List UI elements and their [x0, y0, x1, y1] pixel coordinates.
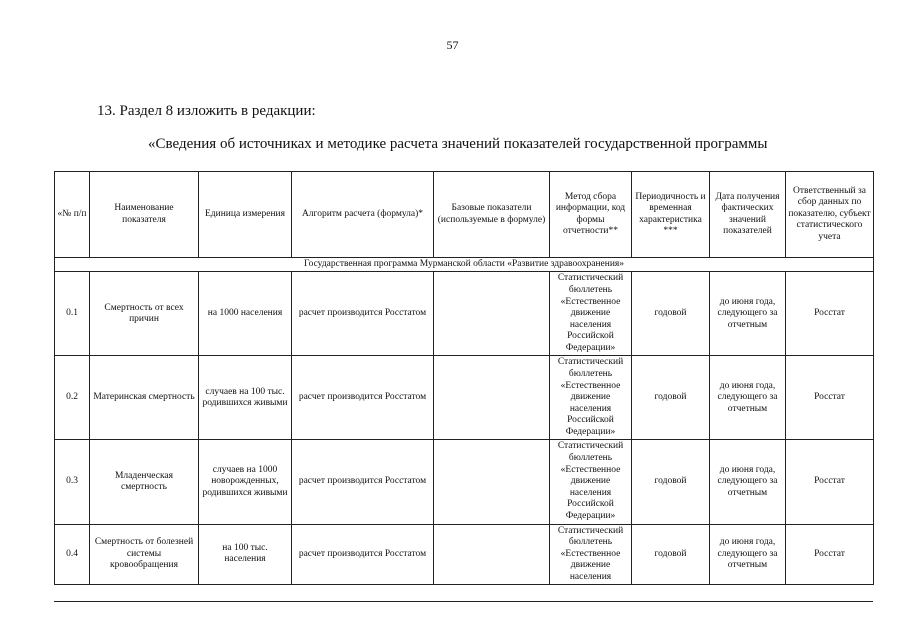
header-cell-num: «№ п/п: [55, 172, 90, 258]
cell-date: до июня года, следующего за отчетным: [710, 524, 786, 585]
cell-base: [434, 272, 550, 356]
program-title: Государственная программа Мурманской области «Развитие здравоохранения»: [55, 258, 874, 272]
cell-period: годовой: [632, 272, 710, 356]
cell-algorithm: расчет производится Росстатом: [292, 440, 434, 524]
section-heading: 13. Раздел 8 изложить в редакции:: [97, 103, 316, 119]
cell-date: до июня года, следующего за отчетным: [710, 356, 786, 440]
header-cell-date: Дата получения фактических значений показателей: [710, 172, 786, 258]
cell-unit: на 100 тыс. населения: [199, 524, 292, 585]
header-cell-name: Наименование показателя: [90, 172, 199, 258]
table-row: [55, 524, 874, 585]
cell-responsible: Росстат: [786, 524, 874, 585]
cell-method: Статистический бюллетень «Естественное движение населения Российской Федерации»: [550, 440, 632, 524]
cell-algorithm: расчет производится Росстатом: [292, 524, 434, 585]
cell-responsible: Росстат: [786, 272, 874, 356]
cell-unit: случаев на 100 тыс. родившихся живыми: [199, 356, 292, 440]
header-cell-base: Базовые показатели (используемые в формуле): [434, 172, 550, 258]
table-caption: «Сведения об источниках и методике расчета значений показателей государственной программы: [148, 136, 768, 152]
cell-method: Статистический бюллетень «Естественное движение населения: [550, 524, 632, 585]
table-row: [55, 440, 874, 524]
cell-base: [434, 524, 550, 585]
cell-num: 0.2: [55, 356, 90, 440]
header-cell-method: Метод сбора информации, код формы отчетности**: [550, 172, 632, 258]
header-row: [55, 172, 874, 258]
cell-method: Статистический бюллетень «Естественное движение населения Российской Федерации»: [550, 272, 632, 356]
indicators-table: [54, 171, 874, 585]
cell-name: Материнская смертность: [90, 356, 199, 440]
cell-period: годовой: [632, 524, 710, 585]
cell-num: 0.3: [55, 440, 90, 524]
cell-algorithm: расчет производится Росстатом: [292, 356, 434, 440]
header-cell-responsible: Ответственный за сбор данных по показателю, субъект статистического учета: [786, 172, 874, 258]
cell-period: годовой: [632, 356, 710, 440]
header-cell-period: Периодичность и временная характеристика ***: [632, 172, 710, 258]
cell-algorithm: расчет производится Росстатом: [292, 272, 434, 356]
page-number: 57: [446, 38, 459, 52]
cell-name: Смертность от всех причин: [90, 272, 199, 356]
cell-unit: случаев на 1000 новорожденных, родившихся живыми: [199, 440, 292, 524]
cell-period: годовой: [632, 440, 710, 524]
page-bottom-rule: [54, 601, 873, 602]
cell-name: Младенческая смертность: [90, 440, 199, 524]
header-cell-unit: Единица измерения: [199, 172, 292, 258]
header-cell-algorithm: Алгоритм расчета (формула)*: [292, 172, 434, 258]
cell-unit: на 1000 населения: [199, 272, 292, 356]
cell-date: до июня года, следующего за отчетным: [710, 272, 786, 356]
program-row: [55, 258, 874, 272]
cell-base: [434, 440, 550, 524]
table-row: [55, 356, 874, 440]
cell-base: [434, 356, 550, 440]
cell-name: Смертность от болезней системы кровообращения: [90, 524, 199, 585]
cell-method: Статистический бюллетень «Естественное движение населения Российской Федерации»: [550, 356, 632, 440]
cell-responsible: Росстат: [786, 356, 874, 440]
cell-num: 0.4: [55, 524, 90, 585]
cell-date: до июня года, следующего за отчетным: [710, 440, 786, 524]
table-row: [55, 272, 874, 356]
cell-responsible: Росстат: [786, 440, 874, 524]
cell-num: 0.1: [55, 272, 90, 356]
